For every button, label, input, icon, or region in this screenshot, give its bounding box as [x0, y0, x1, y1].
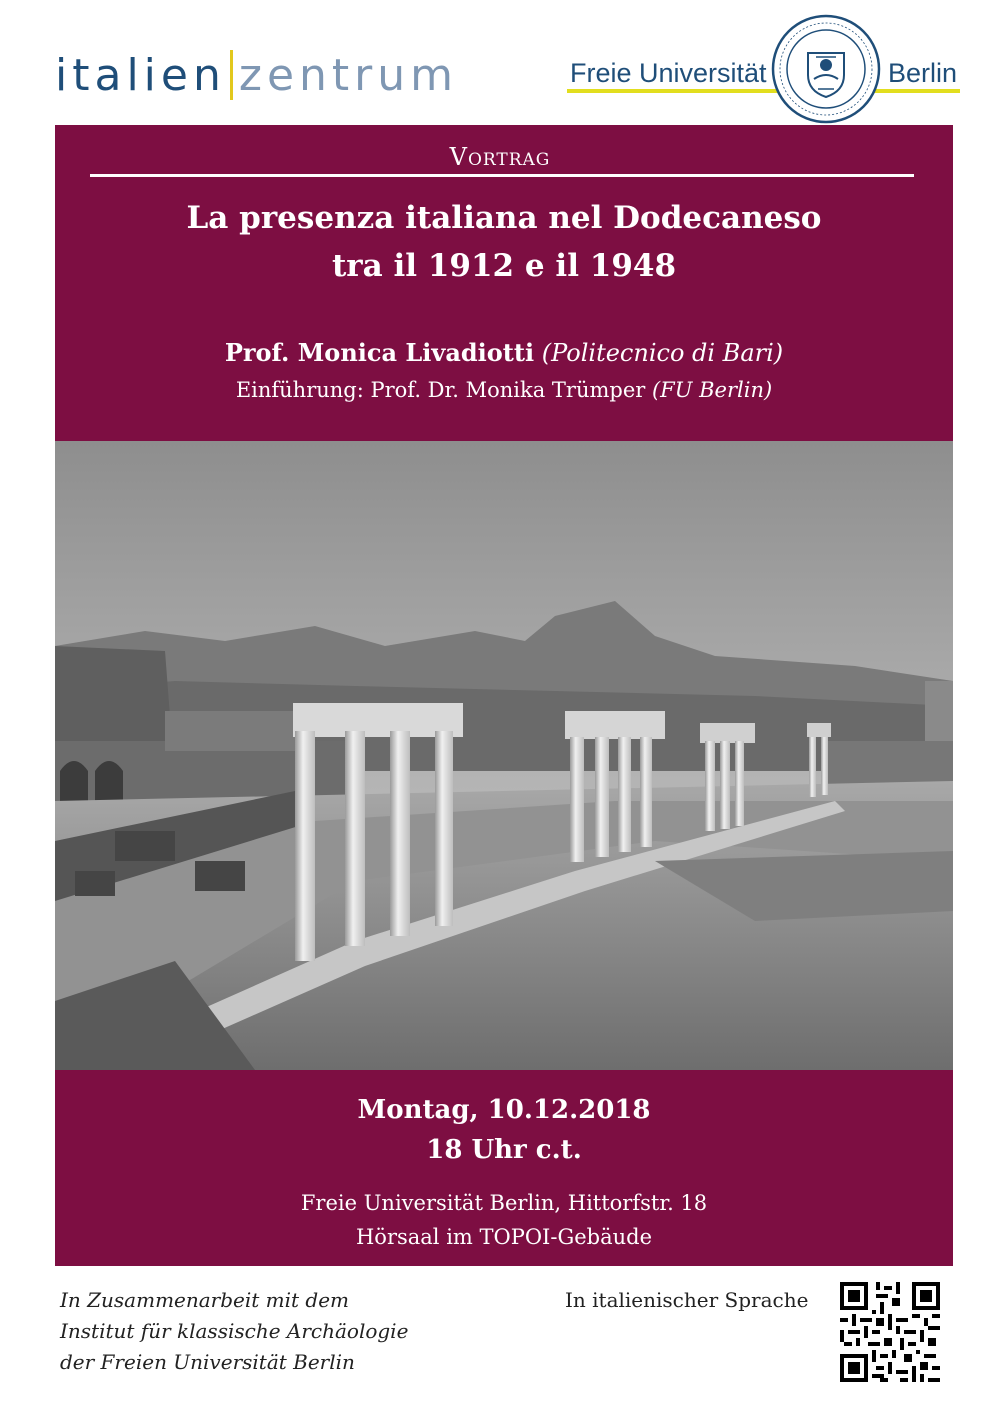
cooperation-line-1: In Zusammenarbeit mit dem — [60, 1288, 350, 1312]
fu-logo-text-right: Berlin — [888, 58, 958, 88]
speaker-affiliation: (Politecnico di Bari) — [541, 339, 784, 367]
introduction-affiliation: (FU Berlin) — [651, 378, 773, 402]
cooperation-line-3: der Freien Universität Berlin — [60, 1350, 355, 1374]
fu-logo-underline — [567, 89, 960, 93]
lecture-title-line-1: La presenza italiana nel Dodecaneso — [186, 200, 822, 236]
header-divider — [90, 174, 914, 177]
event-datetime — [55, 1090, 953, 1170]
lecture-title — [55, 194, 953, 290]
logo-divider — [230, 50, 233, 100]
cooperation-line-2: Institut für klassische Archäologie — [60, 1319, 409, 1343]
venue-line-2: Hörsaal im TOPOI-Gebäude — [355, 1225, 653, 1249]
speaker-name: Prof. Monica Livadiotti — [224, 338, 535, 367]
fu-logo-text-left: Freie Universität — [570, 58, 767, 88]
fu-seal-icon — [770, 13, 882, 125]
qr-code-icon[interactable] — [840, 1282, 940, 1382]
language-note: In italienischer Sprache — [565, 1288, 809, 1312]
introduction — [55, 378, 953, 402]
archaeological-site-photo — [55, 441, 953, 1070]
logo-text-zentrum: zentrum — [238, 50, 459, 101]
event-time: 18 Uhr c.t. — [426, 1135, 582, 1165]
cooperation-note — [60, 1285, 408, 1378]
introduction-label: Einführung: Prof. Dr. Monika Trümper — [235, 378, 646, 402]
lecture-title-line-2: tra il 1912 e il 1948 — [331, 248, 677, 284]
venue-line-1: Freie Universität Berlin, Hittorfstr. 18 — [300, 1191, 708, 1215]
event-type-label: Vortrag — [449, 143, 551, 171]
italienzentrum-logo — [55, 50, 458, 100]
speaker — [55, 338, 953, 367]
logo-text-italien: italien — [55, 50, 226, 101]
event-venue — [55, 1186, 953, 1254]
event-date: Montag, 10.12.2018 — [357, 1095, 651, 1125]
